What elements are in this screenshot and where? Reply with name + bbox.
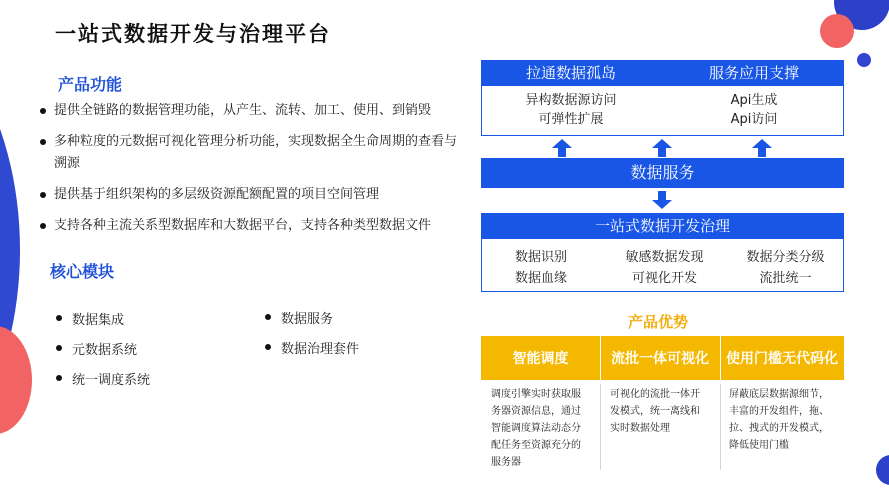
module-item: 数据治理套件 (265, 338, 359, 357)
decorative-blue-circle-bottom-right (876, 455, 889, 485)
feature-item: 多种粒度的元数据可视化管理分析功能，实现数据全生命周期的查看与溯源 (38, 131, 458, 175)
advantage-divider (720, 384, 721, 470)
advantage-desc-stream-batch (610, 386, 718, 437)
module-item: 数据服务 (265, 308, 333, 327)
decorative-small-blue-dot (857, 53, 871, 67)
features-heading: 产品功能 (58, 75, 123, 94)
bottom-cell-line: 流批统一 (759, 271, 812, 286)
data-service-bar: 数据服务 (481, 158, 844, 188)
top-right-line: Api生成 (730, 93, 778, 108)
top-left-line: 可弹性扩展 (538, 112, 604, 127)
module-item: 数据集成 (56, 309, 124, 328)
top-right-line: Api访问 (730, 112, 778, 127)
arrow-up-icon (752, 139, 772, 157)
advantage-header-divider (720, 336, 721, 380)
top-left-line: 异构数据源访问 (525, 93, 617, 108)
advantage-desc-line: 可视化的流批一体开 (610, 389, 700, 400)
advantage-desc-smart-scheduling (491, 386, 597, 471)
advantage-header-divider (600, 336, 601, 380)
bottom-cell-line: 数据血缘 (514, 271, 567, 286)
advantage-title: 使用门槛无代码化 (720, 336, 844, 380)
advantage-desc-line: 服务器 (491, 457, 521, 468)
advantage-desc-line: 发模式，统一离线和 (610, 406, 700, 417)
advantages-heading: 产品优势 (628, 313, 689, 331)
module-item: 元数据系统 (56, 339, 137, 358)
advantage-desc-line: 降低使用门槛 (729, 440, 789, 451)
arrow-up-icon (552, 139, 572, 157)
bottom-cell-line: 敏感数据发现 (625, 250, 704, 265)
bottom-cell-line: 可视化开发 (631, 271, 697, 286)
advantage-title: 智能调度 (481, 336, 600, 380)
advantage-desc-line: 智能调度算法动态分 (491, 423, 581, 434)
advantage-desc-line: 务器资源信息，通过 (491, 406, 581, 417)
advantage-title: 流批一体可视化 (600, 336, 720, 380)
advantage-desc-line: 拉、拽式的开发模式， (729, 423, 829, 434)
advantage-desc-line: 配任务至资源充分的 (491, 440, 581, 451)
advantage-divider (600, 384, 601, 470)
bottom-header: 一站式数据开发治理 (481, 213, 844, 239)
feature-item: 提供全链路的数据管理功能，从产生、流转、加工、使用、到销毁 (38, 100, 458, 122)
decorative-red-circle-left (0, 326, 32, 434)
advantage-desc-line: 调度引擎实时获取服 (491, 389, 581, 400)
arrow-down-icon (652, 191, 672, 209)
bottom-cell-line: 数据分类分级 (746, 250, 825, 265)
advantage-desc-line: 实时数据处理 (610, 423, 670, 434)
module-item: 统一调度系统 (56, 369, 150, 388)
arrow-up-icon (652, 139, 672, 157)
bottom-cell-line: 数据识别 (514, 250, 567, 265)
top-header-left: 拉通数据孤岛 (525, 64, 616, 82)
modules-heading: 核心模块 (50, 262, 115, 281)
page-title: 一站式数据开发与治理平台 (55, 22, 331, 46)
feature-item: 提供基于组织架构的多层级资源配额配置的项目空间管理 (38, 184, 458, 206)
decorative-red-circle-top-right (820, 14, 854, 48)
advantage-desc-no-code (729, 386, 841, 454)
top-header-right: 服务应用支撑 (708, 64, 799, 82)
features-list (38, 100, 458, 246)
feature-item: 支持各种主流关系型数据库和大数据平台，支持各种类型数据文件 (38, 215, 458, 237)
advantage-desc-line: 屏蔽底层数据源细节， (729, 389, 829, 400)
advantage-desc-line: 丰富的开发组件，拖、 (729, 406, 829, 417)
